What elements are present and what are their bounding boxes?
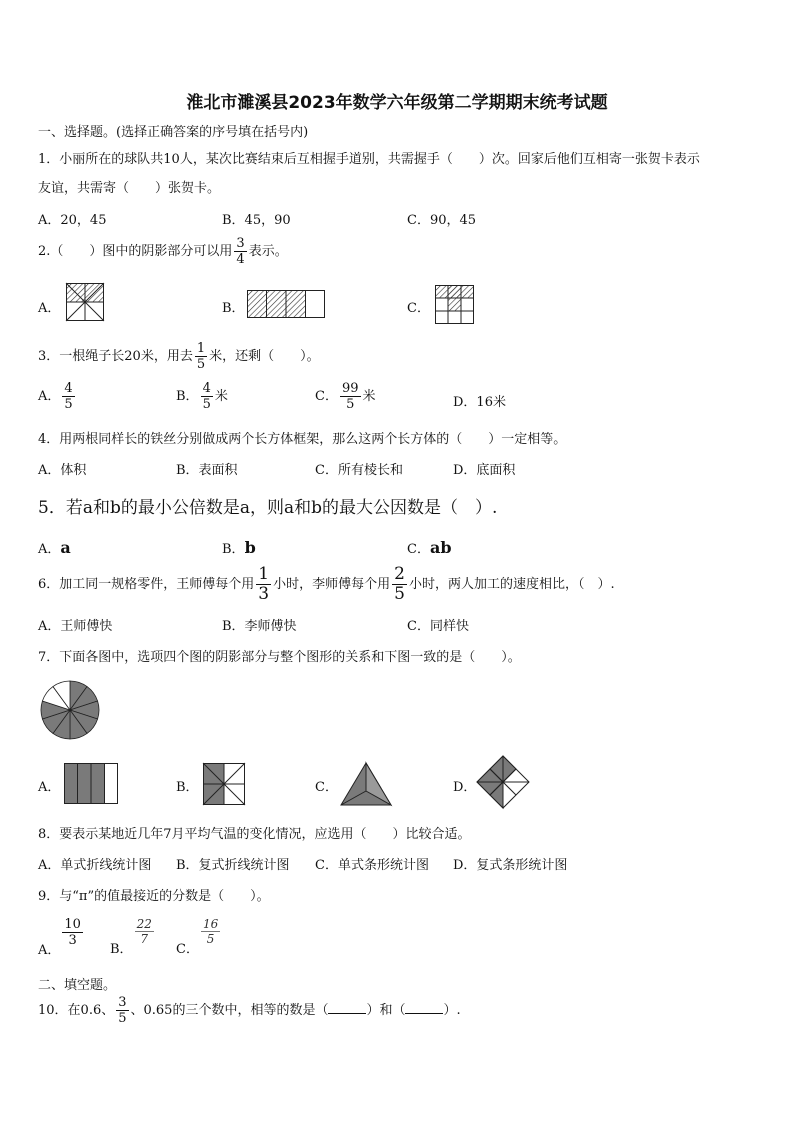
q10-text-and: ）和（ [366, 1003, 406, 1018]
q3-option-b-numerator: 4 [202, 381, 211, 396]
q3-option-a-label: A． [38, 389, 61, 404]
q8-option-d[interactable]: D．复式条形统计图 [453, 858, 568, 873]
q9-option-a-label: A． [38, 943, 61, 958]
q9-option-a-fraction [62, 918, 83, 947]
page-title: 淮北市濉溪县2023年数学六年级第二学期期末统考试题 [186, 93, 608, 113]
q9-option-c-label: C． [176, 942, 199, 957]
q2-text-post: 表示。 [248, 244, 288, 259]
q10-text-post: ）. [443, 1003, 461, 1018]
q6-option-a[interactable]: A．王师傅快 [38, 619, 113, 634]
q9-option-b[interactable] [110, 917, 156, 957]
q6-fraction-1 [256, 566, 271, 603]
q5-option-c-value: ab [429, 538, 452, 557]
q2-figure-a [66, 283, 104, 321]
q10-question [38, 996, 461, 1025]
q5-option-a-value: a [60, 538, 71, 557]
q2-option-a[interactable]: A． [38, 301, 61, 316]
q8-option-b[interactable]: B．复式折线统计图 [176, 858, 290, 873]
q10-frac-denominator: 5 [118, 1011, 127, 1026]
q1-option-c[interactable]: C．90，45 [407, 213, 477, 228]
q6-frac1-numerator: 1 [258, 564, 270, 584]
q5-option-c[interactable] [407, 538, 452, 557]
q3-frac-numerator: 1 [196, 341, 206, 356]
q6-frac2-numerator: 2 [394, 564, 405, 584]
q6-text-mid: 小时，李师傅每个用 [273, 577, 391, 592]
q3-option-b-unit: 米 [214, 389, 228, 404]
q5-option-b[interactable] [222, 538, 256, 557]
q8-text: 8．要表示某地近几年7月平均气温的变化情况，应选用（ ）比较合适。 [38, 827, 471, 842]
q9-option-c-fraction [201, 918, 220, 945]
q5-text: 5．若a和b的最小公倍数是a，则a和b的最大公因数是（ ）. [38, 498, 498, 518]
q2-question [38, 237, 288, 266]
q9-option-a[interactable] [38, 917, 85, 958]
q9-text: 9．与“π”的值最接近的分数是（ ）。 [38, 889, 270, 904]
q9-option-a-numerator: 10 [64, 917, 81, 932]
q2-option-b[interactable]: B． [222, 301, 245, 316]
q6-option-c[interactable]: C．同样快 [407, 619, 469, 634]
q6-fraction-2 [392, 566, 407, 603]
q3-option-c[interactable] [315, 382, 376, 411]
q3-option-c-unit: 米 [362, 389, 376, 404]
q6-frac2-denominator: 5 [394, 584, 405, 604]
q2-figure-b [247, 290, 325, 318]
q9-option-c-numerator: 16 [202, 917, 219, 931]
q7-option-a[interactable]: A． [38, 780, 61, 795]
q3-option-a[interactable] [38, 382, 77, 411]
q10-answer-blank-1[interactable] [328, 1001, 366, 1014]
q7-reference-circle [40, 680, 100, 740]
q2-fraction [234, 237, 246, 266]
q9-option-b-numerator: 22 [136, 917, 152, 931]
q3-fraction [195, 342, 207, 371]
pattern-defs [0, 0, 1, 1]
q1-text-line2: 友谊，共需寄（ ）张贺卡。 [38, 181, 221, 196]
q2-frac-denominator: 4 [236, 252, 245, 267]
section-1-heading: 一、选择题。(选择正确答案的序号填在括号内) [38, 125, 309, 140]
q8-option-c[interactable]: C．单式条形统计图 [315, 858, 429, 873]
q9-option-b-denominator: 7 [140, 932, 149, 946]
q8-option-a[interactable]: A．单式折线统计图 [38, 858, 152, 873]
q3-option-c-fraction [340, 382, 361, 411]
q2-text-pre: 2.（ ）图中的阴影部分可以用 [38, 244, 233, 259]
q5-option-a-label: A． [38, 542, 61, 557]
q3-option-a-denominator: 5 [64, 397, 73, 412]
q9-option-b-label: B． [110, 942, 133, 957]
q1-text-line1: 1．小丽所在的球队共10人，某次比赛结束后互相握手道别，共需握手（ ）次。回家后他们互相寄一张贺卡表示 [38, 152, 700, 167]
q9-option-c-denominator: 5 [206, 932, 215, 946]
q4-option-c[interactable]: C．所有棱长和 [315, 463, 403, 478]
q1-option-b[interactable]: B．45，90 [222, 213, 291, 228]
q10-fraction [116, 996, 128, 1025]
q4-option-d[interactable]: D．底面积 [453, 463, 516, 478]
q2-frac-numerator: 3 [236, 236, 245, 251]
q4-option-a[interactable]: A．体积 [38, 463, 87, 478]
q9-option-a-denominator: 3 [68, 933, 77, 948]
q9-option-c[interactable] [176, 917, 222, 957]
q3-option-b-fraction [201, 382, 213, 411]
q7-text: 7．下面各图中，选项四个图的阴影部分与整个图形的关系和下图一致的是（ ）。 [38, 650, 521, 665]
q6-question [38, 566, 615, 603]
q6-frac1-denominator: 3 [258, 584, 270, 604]
q6-text-pre: 6．加工同一规格零件，王师傅每个用 [38, 577, 255, 592]
q5-option-b-label: B． [222, 542, 245, 557]
q3-option-c-numerator: 99 [341, 381, 359, 396]
q3-option-c-denominator: 5 [346, 397, 355, 412]
q7-figure-d [477, 756, 529, 808]
section-2-heading: 二、填空题。 [38, 978, 117, 993]
q3-frac-denominator: 5 [196, 357, 206, 372]
q7-figure-c [341, 763, 391, 805]
q3-option-d[interactable]: D．16米 [453, 395, 506, 410]
q3-text-pre: 3．一根绳子长20米，用去 [38, 349, 193, 364]
q3-option-b-label: B． [176, 389, 199, 404]
q3-option-c-label: C． [315, 389, 338, 404]
q6-option-b[interactable]: B．李师傅快 [222, 619, 297, 634]
q5-option-c-label: C． [407, 542, 430, 557]
q5-option-b-value: b [244, 538, 256, 557]
q6-text-post: 小时，两人加工的速度相比，（ ）. [408, 577, 615, 592]
q9-option-b-fraction [135, 918, 154, 945]
q7-figure-b [203, 763, 245, 805]
q10-text-mid: 、0.65的三个数中，相等的数是（ [130, 1003, 329, 1018]
q10-frac-numerator: 3 [118, 995, 127, 1010]
q5-option-a[interactable] [38, 538, 71, 557]
q3-question [38, 342, 320, 371]
q3-option-a-fraction [62, 382, 74, 411]
q7-option-b[interactable]: B． [176, 780, 199, 795]
q7-figure-a [64, 763, 118, 804]
q2-figure-c [435, 285, 474, 324]
q3-option-a-numerator: 4 [64, 381, 73, 396]
q4-option-b[interactable]: B．表面积 [176, 463, 238, 478]
q10-answer-blank-2[interactable] [405, 1001, 443, 1014]
q3-option-b-denominator: 5 [202, 397, 211, 412]
q10-text-pre: 10．在0.6、 [38, 1003, 115, 1018]
q1-option-a[interactable]: A．20，45 [38, 213, 107, 228]
q4-text: 4．用两根同样长的铁丝分别做成两个长方体框架，那么这两个长方体的（ ）一定相等。 [38, 432, 567, 447]
q3-option-b[interactable] [176, 382, 228, 411]
q7-option-c[interactable]: C． [315, 780, 338, 795]
q2-option-c[interactable]: C． [407, 301, 430, 316]
q7-option-d[interactable]: D． [453, 780, 477, 795]
q3-text-post: 米，还剩（ ）。 [209, 349, 320, 364]
